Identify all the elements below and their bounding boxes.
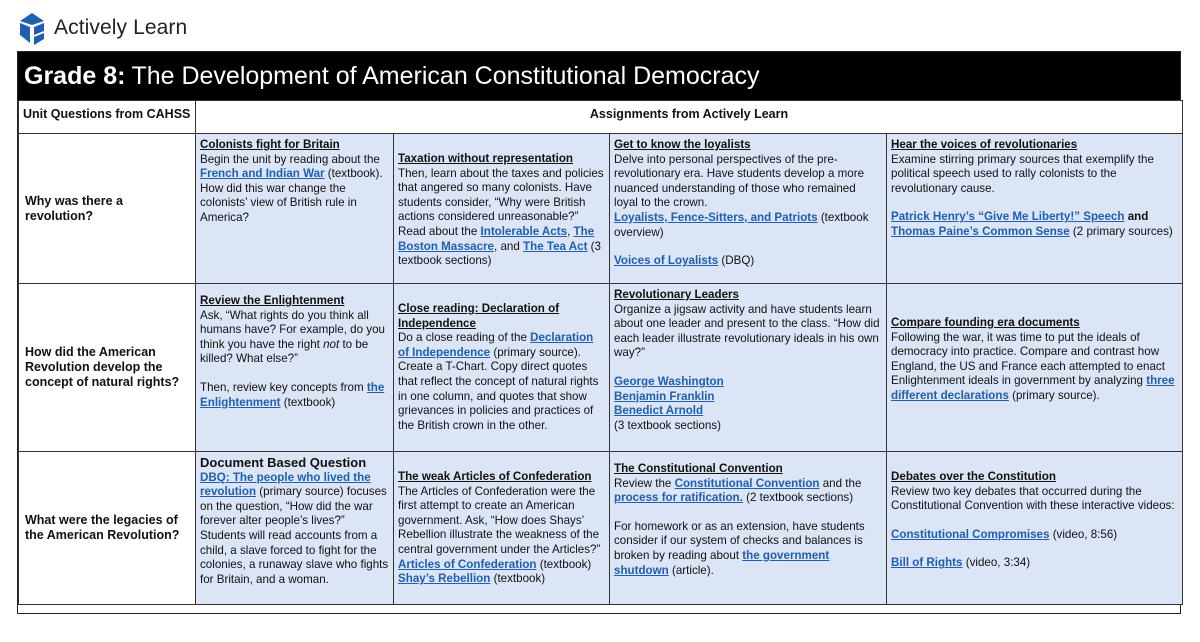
link-constitutional-convention[interactable]: Constitutional Convention <box>674 476 820 490</box>
assignment-heading: Hear the voices of revolutionaries <box>891 138 1078 151</box>
assignment-text: Begin the unit by reading about the <box>200 152 380 166</box>
link-bill-of-rights[interactable]: Bill of Rights <box>891 556 963 570</box>
assignment-heading: The weak Articles of Confederation <box>398 470 592 483</box>
assignment-cell <box>196 284 394 452</box>
table-row <box>19 134 1183 284</box>
assignment-text: (3 textbook sections) <box>614 418 721 432</box>
assignment-heading: Revolutionary Leaders <box>614 288 739 301</box>
assignment-heading: Colonists fight for Britain <box>200 138 340 151</box>
assignment-cell <box>394 452 610 605</box>
link-government-shutdown[interactable]: the government shutdown <box>614 548 830 577</box>
assignment-cell <box>196 452 394 605</box>
assignment-text: Following the war, it was time to put the ideals of democracy into practice. Compare and contrast how England, the US and France each attempted to enact Enlightenment ideals in government by analyzing <box>891 330 1165 388</box>
assignment-text: and the <box>819 476 862 490</box>
link-the-enlightenment[interactable]: the Enlightenment <box>200 380 385 409</box>
assignment-text: to be killed? What else?” <box>200 337 369 366</box>
assignment-text: (article). <box>668 563 714 577</box>
assignment-text: Do a close reading of the <box>398 331 531 345</box>
link-three-different-declarations[interactable]: three different declarations <box>891 374 1175 402</box>
unit-question: Why was there a revolution? <box>19 134 196 284</box>
assignment-text: (DBQ) <box>718 254 755 268</box>
assignment-emphasis: not <box>323 337 340 351</box>
link-boston-massacre[interactable]: The Boston Massacre <box>398 224 595 253</box>
assignment-cell <box>887 284 1183 452</box>
link-loyalists-fence-sitters-patriots[interactable]: Loyalists, Fence-Sitters, and Patriots <box>614 210 818 224</box>
assignment-text: and <box>1124 210 1149 224</box>
assignment-cell <box>887 452 1183 605</box>
assignment-text: (2 textbook sections) <box>742 491 854 505</box>
table-row <box>19 284 1183 452</box>
assignment-text: For homework or as an extension, have students consider if our system of checks and balances is broken by reading about <box>614 519 865 562</box>
link-intolerable-acts[interactable]: Intolerable Acts <box>480 224 568 238</box>
link-thomas-paine-common-sense[interactable]: Thomas Paine’s Common Sense <box>891 224 1070 238</box>
link-constitutional-compromises[interactable]: Constitutional Compromises <box>891 527 1050 541</box>
assignment-text: Organize a jigsaw activity and have students learn about one leader and present to the class. “How did each leader illustrate revolutionary ideals in his own way?” <box>614 302 880 360</box>
link-patrick-henry-speech[interactable]: Patrick Henry’s “Give Me Liberty!” Speech <box>891 210 1125 224</box>
assignment-text: (2 primary sources) <box>1069 224 1173 238</box>
link-process-for-ratification[interactable]: process for ratification. <box>614 491 743 505</box>
assignment-text: (textbook). How did this war change the colonists’ view of British rule in America? <box>200 167 383 224</box>
assignment-heading: Debates over the Constitution <box>891 470 1056 483</box>
assignment-heading: Compare founding era documents <box>891 316 1080 329</box>
header-row <box>19 101 1183 134</box>
header-assignments: Assignments from Actively Learn <box>196 101 1183 134</box>
link-voices-of-loyalists[interactable]: Voices of Loyalists <box>614 254 719 268</box>
assignment-text: (textbook) <box>490 572 546 586</box>
assignment-text: (video, 8:56) <box>1049 527 1118 541</box>
assignment-text: Examine stirring primary sources that exemplify the political speech used to rally colonists to the revolutionary cause. <box>891 152 1154 195</box>
brand[interactable] <box>18 10 187 46</box>
table-row <box>19 452 1183 605</box>
link-george-washington[interactable]: George Washington <box>614 374 724 388</box>
actively-learn-logo-icon <box>18 11 46 45</box>
grade-label: Grade 8: <box>24 61 126 90</box>
assignment-heading: Document Based Question <box>200 455 367 470</box>
assignment-text: (textbook overview) <box>614 210 869 239</box>
assignment-text: Review the <box>614 476 675 490</box>
assignment-text: (3 textbook sections) <box>398 239 601 268</box>
link-french-indian-war[interactable]: French and Indian War <box>200 167 325 181</box>
assignment-text: Then, learn about the taxes and policies that angered so many colonists. Have students consider, “Why were British actions considered unreasonable?” Read about the <box>398 166 604 238</box>
link-shays-rebellion[interactable]: Shay’s Rebellion <box>398 572 491 586</box>
assignment-text: (primary source). Create a T-Chart. Copy direct quotes that reflect the concept of natural rights in one column, and quotes that show grievances in policies and practices of the British crown in the other. <box>398 345 599 432</box>
brand-name: Actively Learn <box>54 16 188 39</box>
link-benedict-arnold[interactable]: Benedict Arnold <box>614 404 704 418</box>
page-title <box>18 52 1180 100</box>
assignment-cell <box>610 134 887 284</box>
link-articles-of-confederation[interactable]: Articles of Confederation <box>398 557 537 571</box>
assignment-heading: Review the Enlightenment <box>200 294 345 307</box>
assignment-text: (textbook) <box>536 557 592 571</box>
assignment-text: (primary source). <box>1008 388 1100 402</box>
assignment-heading: Get to know the loyalists <box>614 138 751 151</box>
link-benjamin-franklin[interactable]: Benjamin Franklin <box>614 389 715 403</box>
link-tea-act[interactable]: The Tea Act <box>523 239 588 253</box>
title-text: The Development of American Constitutional Democracy <box>131 61 760 90</box>
assignment-cell <box>887 134 1183 284</box>
assignment-text: (textbook) <box>280 395 336 409</box>
assignment-text: The Articles of Confederation were the first attempt to create an American government. Ask, “How does Shays’ Rebellion illustrate the weakness of the central government under the Articles?” <box>398 484 601 556</box>
assignment-cell <box>610 452 887 605</box>
assignment-heading: Close reading: Declaration of Independence <box>398 302 560 330</box>
assignment-text: (primary source) focuses on the question, “How did the war forever alter people’s lives?” Students will read accounts from a child, a slave forced to fight for the colonies, a runaway slave who fights for Britain, and a woman. <box>200 485 389 586</box>
unit-question: What were the legacies of the American Revolution? <box>19 452 196 605</box>
assignment-cell <box>394 134 610 284</box>
assignment-text: , <box>567 224 574 238</box>
assignment-text: Review two key debates that occurred during the Constitutional Convention with these interactive videos: <box>891 484 1175 513</box>
assignment-cell <box>394 284 610 452</box>
unit-question: How did the American Revolution develop the concept of natural rights? <box>19 284 196 452</box>
assignment-heading: Taxation without representation <box>398 152 573 165</box>
curriculum-frame <box>17 51 1181 614</box>
assignment-text: Delve into personal perspectives of the pre-revolutionary era. Have students develop a more nuanced understanding of those who remained loyal to the crown. <box>614 152 865 210</box>
assignment-heading: The Constitutional Convention <box>614 462 783 475</box>
assignment-text: , and <box>494 239 524 253</box>
link-declaration-of-independence[interactable]: Declaration of Independence <box>398 331 594 359</box>
link-dbq-people-who-lived-revolution[interactable]: DBQ: The people who lived the revolution <box>200 470 371 499</box>
assignment-text: (video, 3:34) <box>962 556 1031 570</box>
curriculum-table <box>18 100 1183 605</box>
assignment-cell <box>610 284 887 452</box>
header-unit-questions: Unit Questions from CAHSS <box>19 101 196 134</box>
assignment-cell <box>196 134 394 284</box>
assignment-text: Then, review key concepts from <box>200 380 367 394</box>
assignment-text: Ask, “What rights do you think all humans have? For example, do you think you have the right <box>200 308 385 351</box>
